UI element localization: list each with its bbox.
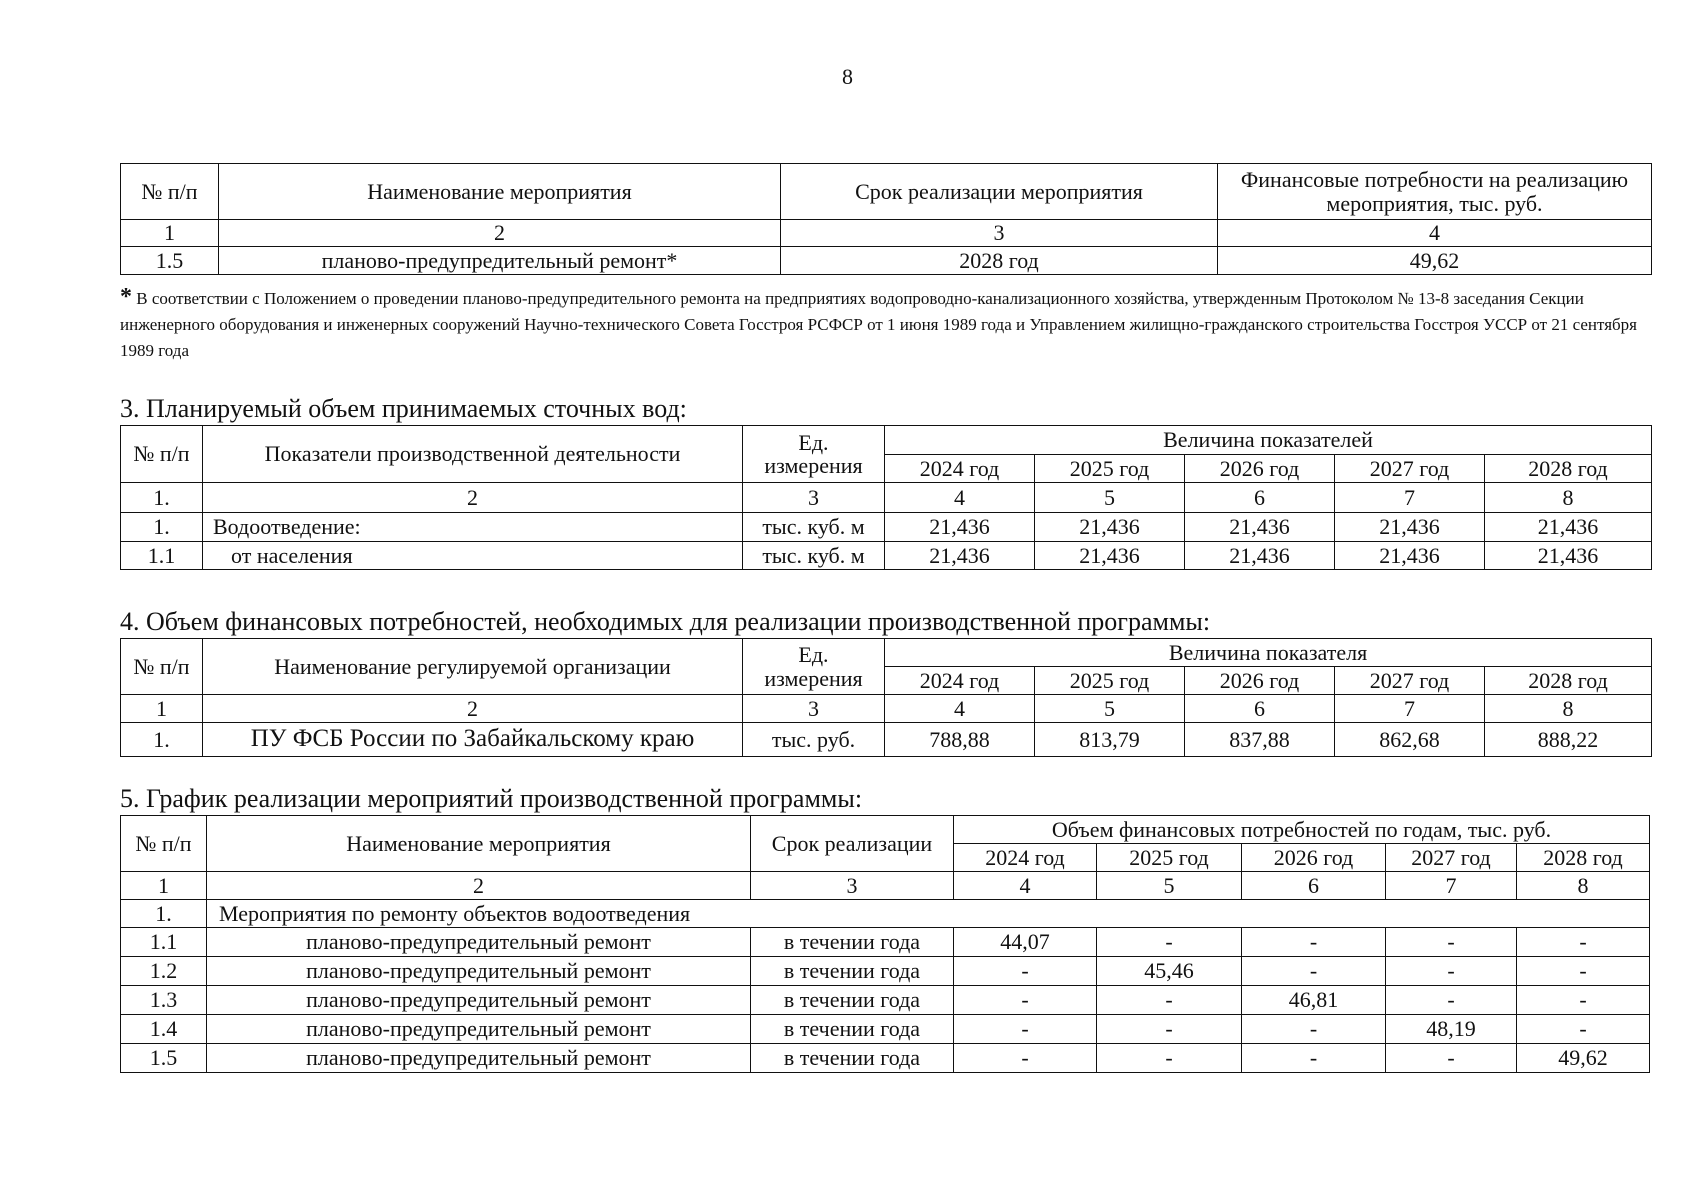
year-header: 2028 год [1485,455,1652,483]
cell: - [1386,986,1517,1015]
page-number: 8 [842,64,853,89]
table-row [121,1044,1650,1073]
col-number: 2 [203,695,743,723]
header-term: Срок реализации мероприятия [781,164,1218,220]
cell: 21,436 [885,542,1035,570]
cell: - [1386,957,1517,986]
measures-table [120,163,1652,275]
group-row [121,900,1650,928]
cell: планово-предупредительный ремонт [207,1044,751,1073]
cell: - [1097,928,1242,957]
footnote [120,284,1660,364]
cell: 21,436 [885,513,1035,542]
cell: - [954,1015,1097,1044]
cell: тыс. руб. [743,723,885,757]
section4-title: 4. Объем финансовых потребностей, необходимых для реализации производственной программы: [120,607,1211,636]
cell: ПУ ФСБ России по Забайкальскому краю [203,723,743,757]
cell: 1.4 [121,1015,207,1044]
cell: 888,22 [1485,723,1652,757]
header-name: Наименование мероприятия [219,164,781,220]
year-header: 2024 год [954,844,1097,872]
cell: в течении года [751,1015,954,1044]
footnote-marker: * [120,284,132,310]
cell: Водоотведение: [203,513,743,542]
header-num: № п/п [121,426,203,483]
col-number: 3 [781,220,1218,247]
wastewater-volume-table [120,425,1652,570]
year-header: 2026 год [1185,455,1335,483]
header-term: Срок реализации [751,816,954,872]
col-number: 7 [1335,695,1485,723]
cell: планово-предупредительный ремонт [207,986,751,1015]
cell: 788,88 [885,723,1035,757]
cell: 48,19 [1386,1015,1517,1044]
section5-title: 5. График реализации мероприятий производственной программы: [120,784,863,813]
cell: планово-предупредительный ремонт [207,928,751,957]
col-number: 5 [1035,483,1185,513]
col-number: 6 [1185,695,1335,723]
cell: - [1517,957,1650,986]
cell: в течении года [751,1044,954,1073]
col-number: 8 [1517,872,1650,900]
cell: в течении года [751,986,954,1015]
table-row [121,542,1652,570]
year-header: 2025 год [1035,455,1185,483]
cell: - [1097,1015,1242,1044]
year-header: 2028 год [1485,667,1652,695]
table-row [121,928,1650,957]
cell: 862,68 [1335,723,1485,757]
header-name: Показатели производственной деятельности [203,426,743,483]
col-number: 3 [751,872,954,900]
cell: 1.5 [121,247,219,275]
col-number: 1 [121,220,219,247]
cell: планово-предупредительный ремонт [207,1015,751,1044]
cell: от населения [203,542,743,570]
col-number: 8 [1485,695,1652,723]
cell: тыс. куб. м [743,513,885,542]
header-value: Величина показателя [885,639,1652,667]
cell: 49,62 [1517,1044,1650,1073]
cell: Мероприятия по ремонту объектов водоотведения [207,900,1650,928]
header-num: № п/п [121,639,203,695]
header-unit: Ед. измерения [743,639,885,695]
cell: - [1242,1044,1386,1073]
header-value: Объем финансовых потребностей по годам, тыс. руб. [954,816,1650,844]
table-row [121,986,1650,1015]
year-header: 2026 год [1242,844,1386,872]
col-number: 4 [1218,220,1652,247]
cell: 44,07 [954,928,1097,957]
year-header: 2024 год [885,667,1035,695]
col-number: 7 [1386,872,1517,900]
year-header: 2025 год [1097,844,1242,872]
table-row [121,247,1652,275]
table-row [121,513,1652,542]
cell: - [1386,1044,1517,1073]
col-number: 3 [743,483,885,513]
cell: 21,436 [1485,513,1652,542]
cell: 813,79 [1035,723,1185,757]
col-number: 3 [743,695,885,723]
year-header: 2025 год [1035,667,1185,695]
col-number: 2 [219,220,781,247]
cell: 21,436 [1185,513,1335,542]
col-number: 7 [1335,483,1485,513]
cell: 21,436 [1035,513,1185,542]
cell: 21,436 [1335,513,1485,542]
col-number: 2 [203,483,743,513]
col-number: 1 [121,872,207,900]
col-number: 1 [121,695,203,723]
cell: 837,88 [1185,723,1335,757]
section3-title: 3. Планируемый объем принимаемых сточных вод: [120,394,687,423]
header-num: № п/п [121,816,207,872]
cell: - [1517,928,1650,957]
cell: 21,436 [1035,542,1185,570]
year-header: 2024 год [885,455,1035,483]
header-finance: Финансовые потребности на реализацию мероприятия, тыс. руб. [1218,164,1652,220]
cell: тыс. куб. м [743,542,885,570]
cell: 1.5 [121,1044,207,1073]
financial-needs-table [120,638,1652,757]
year-header: 2027 год [1335,455,1485,483]
col-number: 6 [1242,872,1386,900]
header-name: Наименование регулируемой организации [203,639,743,695]
year-header: 2027 год [1386,844,1517,872]
cell: 1.1 [121,928,207,957]
schedule-table [120,815,1650,1073]
cell: 45,46 [1097,957,1242,986]
col-number: 5 [1097,872,1242,900]
col-number: 4 [954,872,1097,900]
cell: - [954,1044,1097,1073]
cell: 1.1 [121,542,203,570]
cell: - [1517,1015,1650,1044]
cell: планово-предупредительный ремонт [207,957,751,986]
col-number: 1. [121,483,203,513]
col-number: 8 [1485,483,1652,513]
year-header: 2028 год [1517,844,1650,872]
header-num: № п/п [121,164,219,220]
table-row [121,723,1652,757]
cell: 1.2 [121,957,207,986]
col-number: 5 [1035,695,1185,723]
cell: 21,436 [1485,542,1652,570]
cell: - [1517,986,1650,1015]
cell: - [954,986,1097,1015]
cell: - [1242,928,1386,957]
col-number: 2 [207,872,751,900]
cell: - [1097,986,1242,1015]
cell: - [1242,1015,1386,1044]
cell: 1. [121,513,203,542]
cell: - [1097,1044,1242,1073]
cell: 21,436 [1335,542,1485,570]
cell: 21,436 [1185,542,1335,570]
cell: 1. [121,723,203,757]
footnote-text: В соответствии с Положением о проведении планово-предупредительного ремонта на предприятиях водопроводно-канализационного хозяйства, утвержденным Протоколом № 13-8 заседания Секции инженерного оборудования и инженерных сооружений Научно-технического Совета Госстроя РСФСР от 1 июня 1989 года и Управлением жилищно-гражданского строительства Госстроя УССР от 21 сентября 1989 года [120,289,1637,360]
cell: в течении года [751,957,954,986]
col-number: 4 [885,483,1035,513]
cell: 2028 год [781,247,1218,275]
cell: 1.3 [121,986,207,1015]
cell: 1. [121,900,207,928]
col-number: 6 [1185,483,1335,513]
header-value: Величина показателей [885,426,1652,455]
year-header: 2026 год [1185,667,1335,695]
header-name: Наименование мероприятия [207,816,751,872]
cell: 49,62 [1218,247,1652,275]
cell: планово-предупредительный ремонт* [219,247,781,275]
table-row [121,1015,1650,1044]
table-row [121,957,1650,986]
cell: - [1242,957,1386,986]
cell: в течении года [751,928,954,957]
cell: 46,81 [1242,986,1386,1015]
cell: - [1386,928,1517,957]
col-number: 4 [885,695,1035,723]
year-header: 2027 год [1335,667,1485,695]
header-unit: Ед. измерения [743,426,885,483]
cell: - [954,957,1097,986]
